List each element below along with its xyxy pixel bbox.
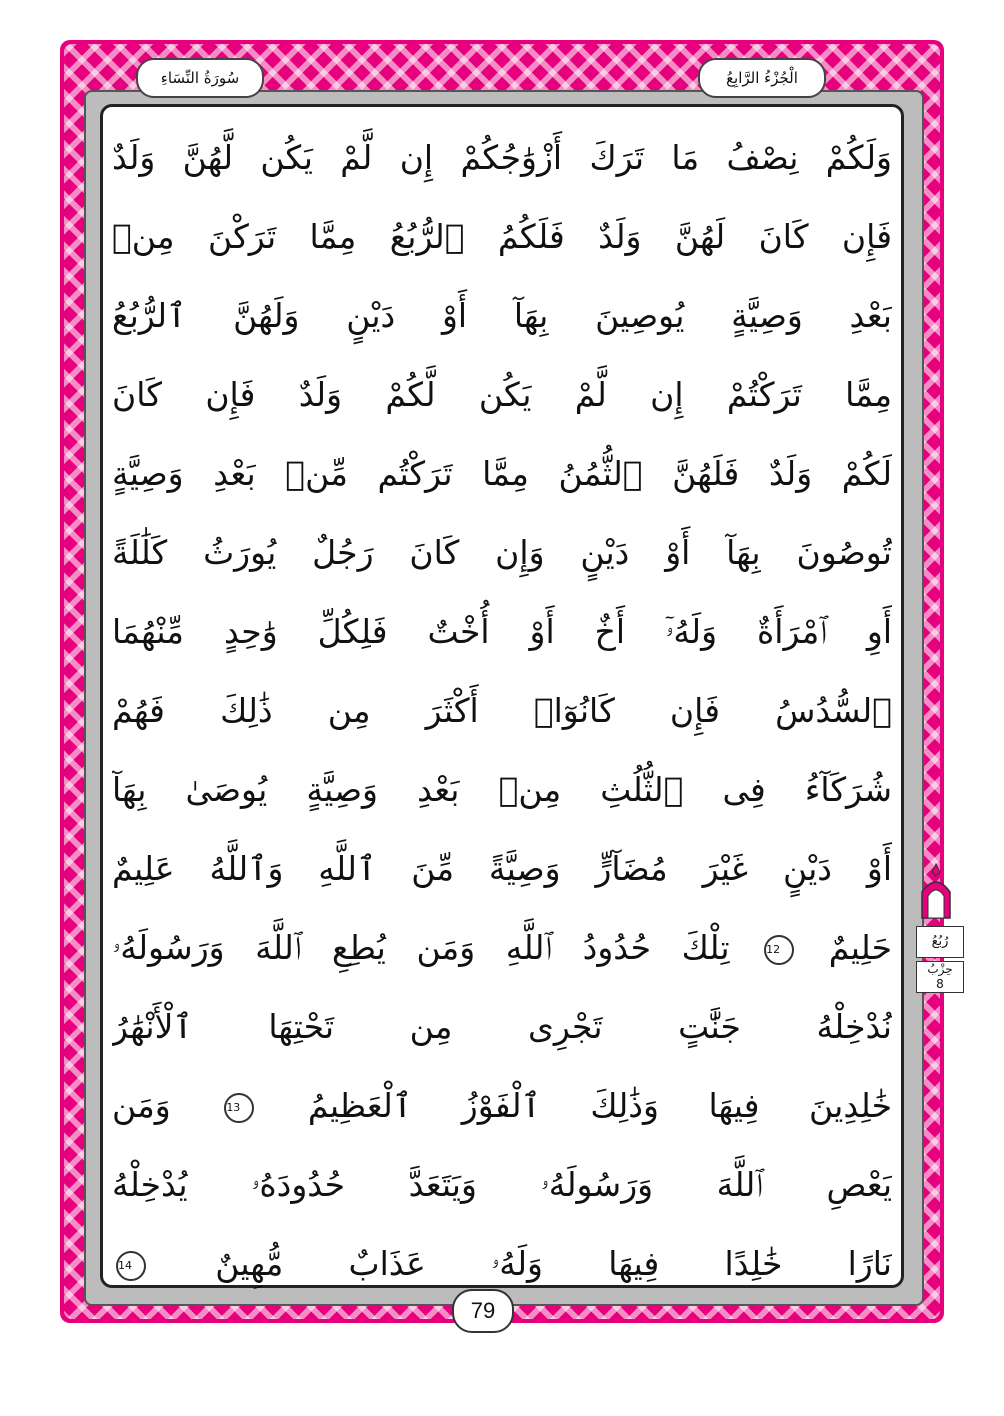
verse-line: يَعْصِ ٱللَّهَ وَرَسُولَهُۥ وَيَتَعَدَّ حُدُودَهُۥ يُدْخِلْهُ: [112, 1165, 892, 1204]
verse-text: حَلِيمٌ: [828, 928, 892, 967]
verse-line: أَوِ ٱمْرَأَةٌ وَلَهُۥٓ أَخٌ أَوْ أُخْتٌ فَلِكُلِّ وَٰحِدٍ مِّنْهُمَا: [112, 612, 892, 651]
ayah-number-marker: 13: [224, 1093, 254, 1123]
verse-line: [112, 1066, 892, 1145]
hizb-label: [916, 961, 964, 993]
verse-text: نَارًا خَٰلِدًا فِيهَا وَلَهُۥ عَذَابٌ مُّهِينٌ: [215, 1244, 892, 1283]
verse-text: خَٰلِدِينَ فِيهَا وَذَٰلِكَ ٱلْفَوْزُ ٱلْعَظِيمُ: [307, 1086, 892, 1125]
verse-line: وَلَكُمْ نِصْفُ مَا تَرَكَ أَزْوَٰجُكُمْ إِن لَّمْ يَكُن لَّهُنَّ وَلَدٌ: [112, 138, 892, 177]
juz-header: الْجُزْءُ الرَّابِعُ: [698, 58, 826, 98]
rub-label: رُبُعُ: [916, 926, 964, 958]
page-number: 79: [452, 1289, 514, 1333]
verse-line: بَعْدِ وَصِيَّةٍ يُوصِينَ بِهَآ أَوْ دَيْنٍ وَلَهُنَّ ٱلرُّبُعُ: [112, 296, 892, 335]
verse-line: مِمَّا تَرَكْتُمْ إِن لَّمْ يَكُن لَّكُمْ وَلَدٌ فَإِن كَانَ: [112, 375, 892, 414]
verse-lines: [112, 118, 892, 1303]
ayah-number-marker: 14: [116, 1251, 146, 1281]
hizb-word: حِزْبُ: [927, 962, 953, 976]
verse-line: أَوْ دَيْنٍ غَيْرَ مُضَآرٍّ وَصِيَّةً مِّنَ ٱللَّهِ وَٱللَّهُ عَلِيمٌ: [112, 849, 892, 888]
surah-header: سُورَةُ النِّسَاءِ: [136, 58, 264, 98]
verse-line: نُدْخِلْهُ جَنَّٰتٍ تَجْرِى مِن تَحْتِهَا ٱلْأَنْهَٰرُ: [112, 1007, 892, 1046]
verse-text: تِلْكَ حُدُودُ ٱللَّهِ وَمَن يُطِعِ ٱللَّهَ وَرَسُولَهُۥ: [112, 928, 730, 967]
verse-text: وَمَن: [112, 1086, 171, 1125]
verse-line: تُوصُونَ بِهَآ أَوْ دَيْنٍ وَإِن كَانَ رَجُلٌ يُورَثُ كَلَٰلَةً: [112, 533, 892, 572]
verse-line: ٱلسُّدُسُ فَإِن كَانُوٓا۟ أَكْثَرَ مِن ذَٰلِكَ فَهُمْ: [112, 691, 892, 730]
rub-hizb-marker: [916, 862, 966, 993]
rub-ornament-icon: [916, 862, 956, 920]
hizb-number: 8: [936, 977, 944, 991]
verse-line: شُرَكَآءُ فِى ٱلثُّلُثِ مِنۢ بَعْدِ وَصِيَّةٍ يُوصَىٰ بِهَآ: [112, 770, 892, 809]
verse-line: لَكُمْ وَلَدٌ فَلَهُنَّ ٱلثُّمُنُ مِمَّا تَرَكْتُم مِّنۢ بَعْدِ وَصِيَّةٍ: [112, 454, 892, 493]
ayah-number-marker: 12: [764, 935, 794, 965]
verse-line: فَإِن كَانَ لَهُنَّ وَلَدٌ فَلَكُمُ ٱلرُّبُعُ مِمَّا تَرَكْنَ مِنۢ: [112, 217, 892, 256]
verse-line: [112, 908, 892, 987]
